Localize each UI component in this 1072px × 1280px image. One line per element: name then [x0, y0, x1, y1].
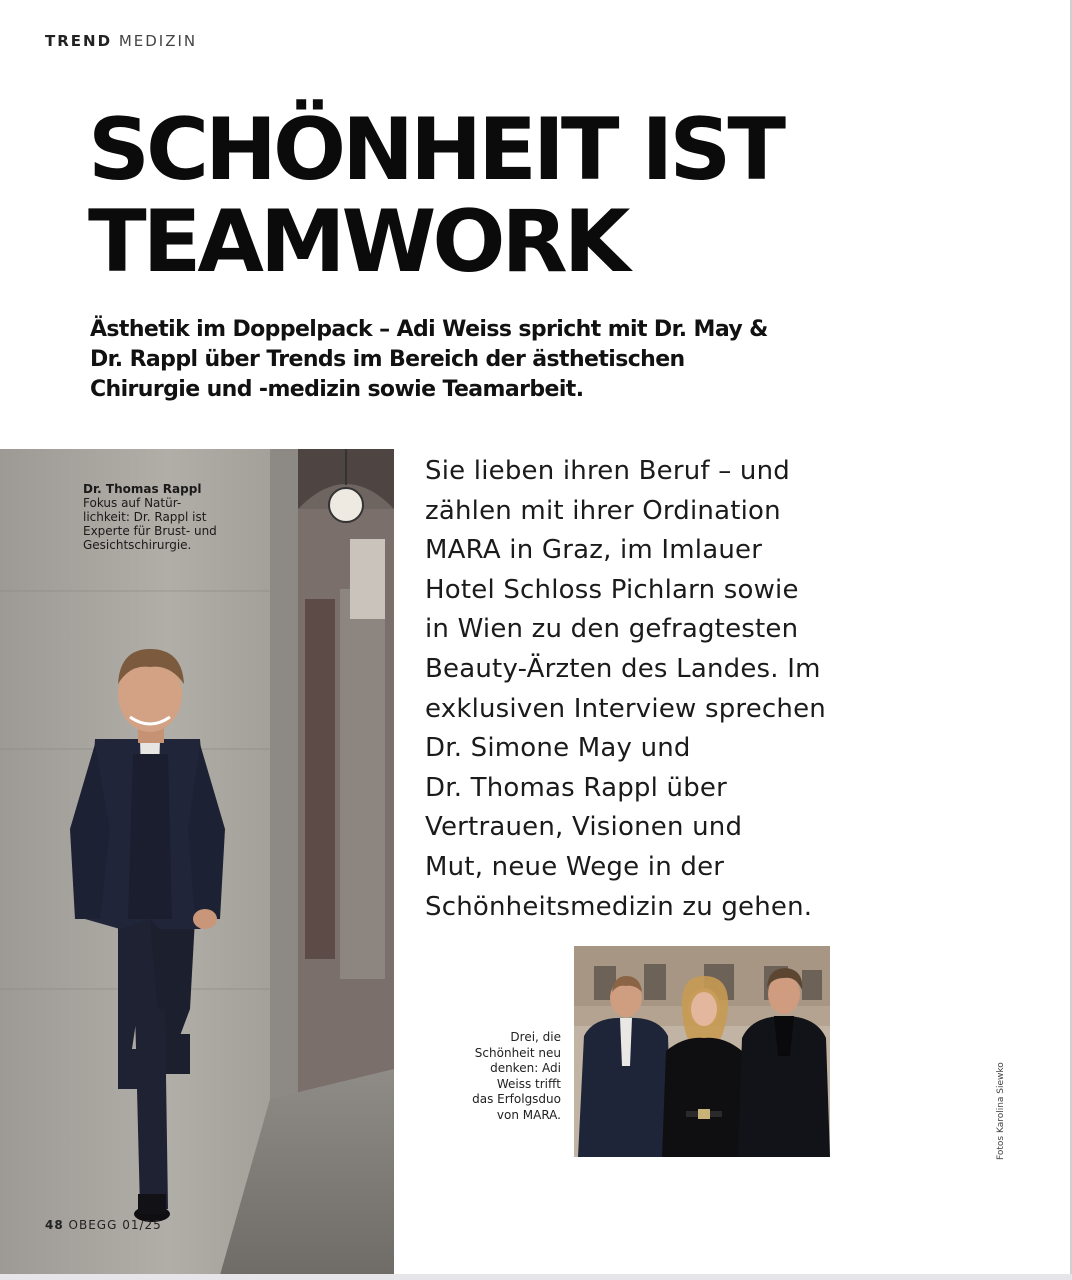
main-photo-caption: [83, 482, 258, 552]
caption-line: Drei, die: [510, 1030, 561, 1044]
intro-line: MARA in Graz, im Imlauer: [425, 535, 763, 566]
caption-line: von MARA.: [496, 1107, 561, 1122]
intro-line: zählen mit ihrer Ordination: [425, 495, 781, 526]
intro-line: Schönheitsmedizin zu gehen.: [425, 891, 813, 922]
small-photo: [574, 946, 830, 1157]
caption-line: Experte für Brust- und: [83, 524, 217, 538]
caption-line: Gesichtschirurgie.: [83, 538, 192, 552]
main-photo: [0, 449, 394, 1275]
folio: [45, 1218, 162, 1232]
caption-line: das Erfolgsduo: [472, 1092, 561, 1107]
headline: [88, 100, 988, 292]
intro-line: in Wien zu den gefragtesten: [425, 614, 799, 645]
intro-line: Vertrauen, Visionen und: [425, 812, 743, 843]
page-number: 48: [45, 1218, 64, 1232]
page-bottom-edge: [0, 1274, 1072, 1280]
intro-text: [425, 452, 875, 927]
intro-line: Hotel Schloss Pichlarn sowie: [425, 574, 799, 605]
section-label-bold: TREND: [45, 32, 113, 50]
intro-line: Mut, neue Wege in der: [425, 851, 725, 882]
intro-line: Dr. Thomas Rappl über: [425, 772, 727, 803]
headline-line: SCHÖNHEIT IST: [88, 100, 783, 200]
small-photo-illustration: [574, 946, 830, 1157]
dek-line: Ästhetik im Doppelpack – Adi Weiss spricht mit Dr. May &: [90, 317, 768, 342]
intro-line: Beauty-Ärzten des Landes. Im: [425, 653, 821, 684]
caption-line: Weiss trifft: [496, 1076, 561, 1091]
section-label: [45, 32, 197, 50]
caption-line: denken: Adi: [490, 1061, 561, 1076]
caption-line: Schönheit neu: [474, 1045, 561, 1060]
magazine-issue: OBEGG 01/25: [68, 1218, 162, 1232]
intro-line: Dr. Simone May und: [425, 733, 691, 764]
main-photo-illustration: [0, 449, 394, 1275]
dek: [90, 315, 850, 405]
intro-line: exklusiven Interview sprechen: [425, 693, 826, 724]
headline-line: TEAMWORK: [88, 192, 627, 292]
caption-line: lichkeit: Dr. Rappl ist: [83, 510, 207, 524]
caption-title: Dr. Thomas Rappl: [83, 482, 202, 496]
caption-line: Fokus auf Natür-: [83, 496, 182, 510]
intro-line: Sie lieben ihren Beruf – und: [425, 456, 790, 486]
small-photo-caption: [455, 1030, 561, 1124]
dek-line: Chirurgie und -medizin sowie Teamarbeit.: [90, 377, 584, 402]
section-label-light: MEDIZIN: [118, 32, 198, 50]
dek-line: Dr. Rappl über Trends im Bereich der ästhetischen: [90, 347, 685, 372]
photo-credit: Fotos Karolina Siewko: [996, 1062, 1006, 1160]
